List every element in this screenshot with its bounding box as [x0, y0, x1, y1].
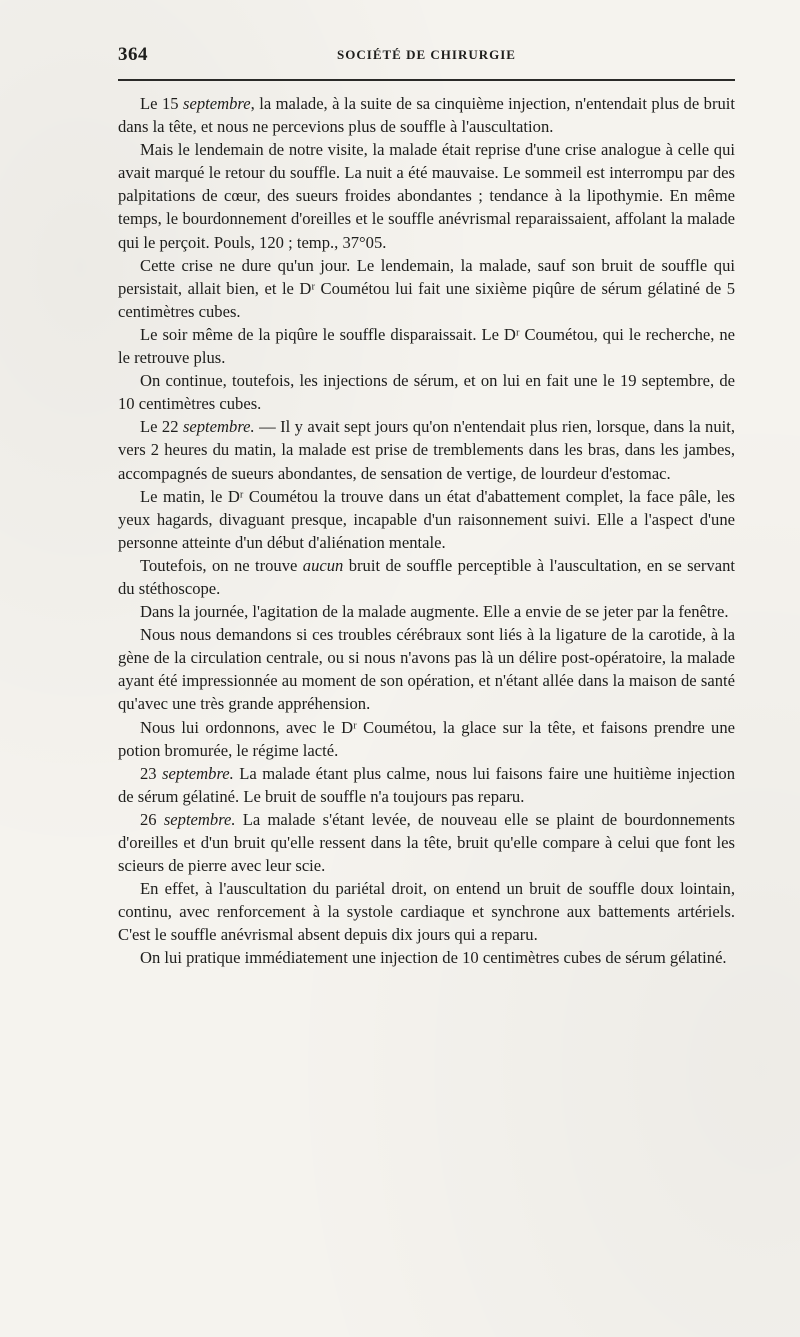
- paragraph: [118, 762, 735, 808]
- paragraph: [118, 808, 735, 877]
- paragraph-text: Mais le lendemain de notre visite, la malade était reprise d'une crise analogue à celle qui avait marqué le retour du souffle. La nuit a été mauvaise. Le sommeil est interrompu par des palpitations de cœur, des sueurs froides abondantes ; tendance à la lipothymie. En même temps, le bourdonnement d'oreilles et le souffle anévrismal reparaissaient, affolant la malade qui le perçoit. Pouls, 120 ; temp., 37°05.: [118, 140, 735, 252]
- paragraph-text: Le 22: [140, 417, 183, 437]
- header-rule: [118, 79, 735, 81]
- paragraph-text: Le soir même de la piqûre le souffle disparaissait. Le Dʳ Coumétou, qui le recherche, ne le retrouve plus.: [118, 324, 735, 368]
- paragraph: [118, 369, 735, 415]
- paragraph-text: 26: [140, 809, 164, 829]
- paragraph: [118, 554, 735, 600]
- paragraph-text: Le matin, le Dʳ Coumétou la trouve dans un état d'abattement complet, la face pâle, les yeux hagards, divaguant presque, incapable d'un raisonnement suivi. Elle a l'aspect d'une personne atteinte d'un début d'aliénation mentale.: [118, 486, 735, 552]
- body-text: [118, 92, 735, 970]
- paragraph-text-continued: La malade étant plus calme, nous lui faisons faire une huitième injection de sérum gélatiné. Le bruit de souffle n'a toujours pas reparu.: [118, 763, 735, 806]
- paragraph-text: Dans la journée, l'agitation de la malade augmente. Elle a envie de se jeter par la fenêtre.: [140, 602, 729, 622]
- running-title: SOCIÉTÉ DE CHIRURGIE: [337, 47, 516, 62]
- paragraph-text-continued: bruit de souffle perceptible à l'auscultation, en se servant du stéthoscope.: [118, 555, 735, 598]
- paragraph: [118, 600, 735, 623]
- paragraph-text: Nous lui ordonnons, avec le Dʳ Coumétou, la glace sur la tête, et faisons prendre une potion bromurée, le régime lacté.: [118, 717, 735, 760]
- paragraph-text: On lui pratique immédiatement une injection de 10 centimètres cubes de sérum gélatiné.: [140, 948, 727, 968]
- paragraph: [118, 946, 735, 969]
- paragraph-emphasis: aucun: [302, 555, 344, 575]
- paragraph-text: On continue, toutefois, les injections de sérum, et on lui en fait une le 19 septembre, de 10 centimètres cubes.: [118, 371, 735, 414]
- paragraph-text-continued: La malade s'étant levée, de nouveau elle se plaint de bourdonnements d'oreilles et d'un bruit qu'elle ressent dans la tête, bruit qu'elle compare à celui que font les scieurs de pierre avec leur scie.: [118, 809, 735, 876]
- paragraph-emphasis: septembre.: [182, 417, 255, 437]
- paragraph: [118, 716, 735, 762]
- paragraph: [118, 415, 735, 484]
- paragraph-text: 23: [140, 763, 163, 783]
- paragraph-text: Toutefois, on ne trouve: [140, 555, 303, 575]
- page-number: 364: [118, 44, 148, 65]
- paragraph-text: En effet, à l'auscultation du pariétal droit, on entend un bruit de souffle doux lointain, continu, avec renforcement à la systole cardiaque et synchrone aux battements artériels. C'est le souffle anévrismal absent depuis dix jours qui a reparu.: [118, 879, 735, 945]
- paragraph: [118, 92, 735, 138]
- paragraph: [118, 485, 735, 554]
- paragraph: [118, 323, 735, 369]
- paragraph: [118, 254, 735, 323]
- paragraph-text-continued: , la malade, à la suite de sa cinquième injection, n'entendait plus de bruit dans la tête, et nous ne percevions plus de souffle à l'auscultation.: [118, 94, 735, 137]
- paragraph-text: Le 15: [140, 94, 184, 113]
- paragraph-text: Nous nous demandons si ces troubles cérébraux sont liés à la ligature de la carotide, à la gène de la circulation centrale, ou si nous n'avons pas là un délire post-opératoire, la malade ayant été impressionnée au moment de son opération, et n'étant allée dans la maison de santé qu'avec une très grande appréhension.: [118, 625, 735, 714]
- paragraph-text-continued: — Il y avait sept jours qu'on n'entendait plus rien, lorsque, dans la nuit, vers 2 heures du matin, la malade est prise de tremblements dans les bras, dans les jambes, accompagnés de sueurs abondantes, de sensation de vertige, de lourdeur d'estomac.: [118, 417, 735, 483]
- page-header: [118, 44, 735, 72]
- paragraph-emphasis: septembre: [183, 94, 251, 113]
- paragraph-emphasis: septembre.: [162, 763, 234, 783]
- paragraph: [118, 623, 735, 715]
- paragraph-emphasis: septembre.: [163, 809, 236, 829]
- paragraph-text: Cette crise ne dure qu'un jour. Le lendemain, la malade, sauf son bruit de souffle qui persistait, allait bien, et le Dʳ Coumétou lui fait une sixième piqûre de sérum gélatiné de 5 centimètres cubes.: [118, 255, 735, 321]
- paragraph: [118, 877, 735, 946]
- paragraph: [118, 138, 735, 253]
